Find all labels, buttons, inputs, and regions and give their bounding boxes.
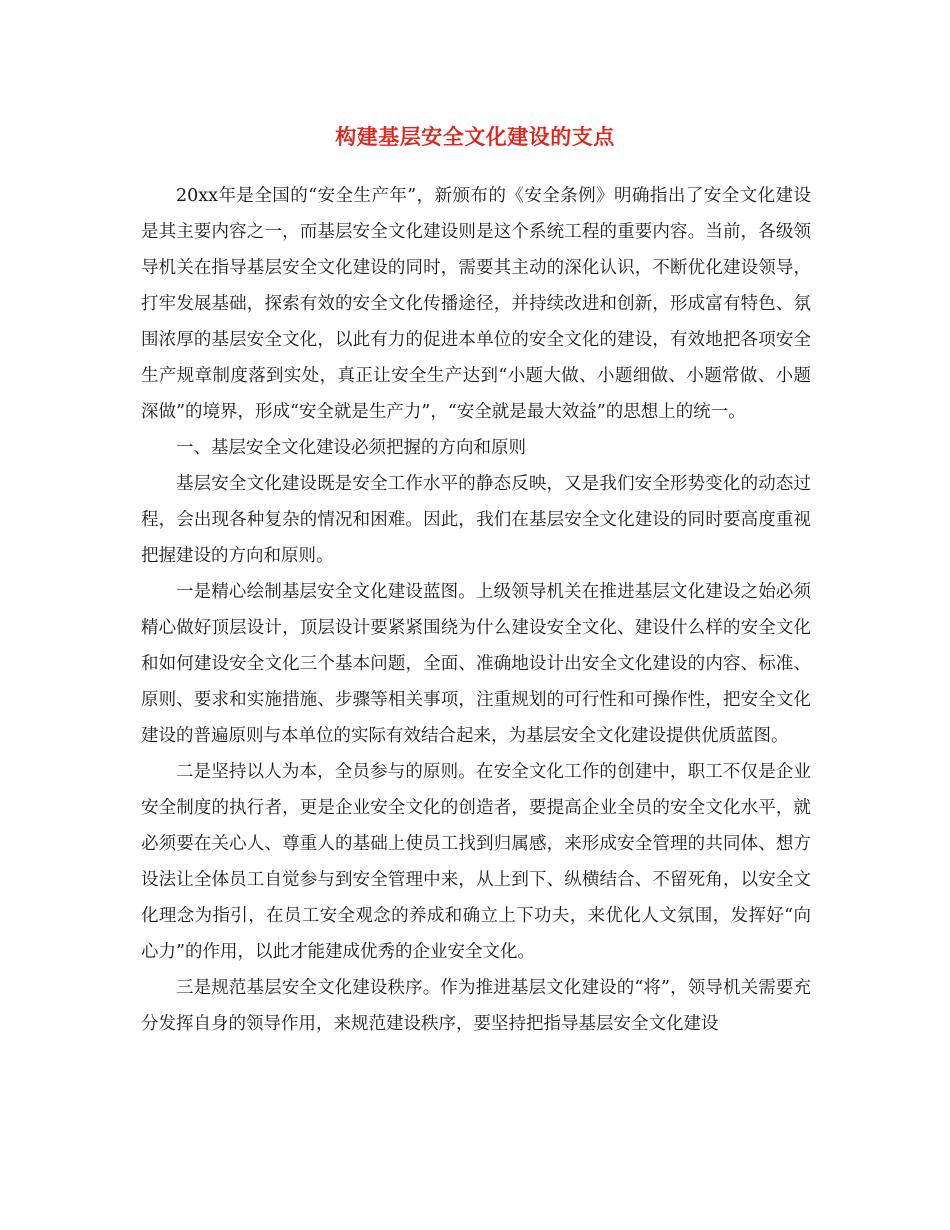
paragraph-point-3: 三是规范基层安全文化建设秩序。作为推进基层文化建设的“将”，领导机关需要充分发挥自身的领导作用，来规范建设秩序，要坚持把指导基层安全文化建设 — [141, 978, 811, 1034]
paragraph-intro: 20xx年是全国的“安全生产年”，新颁布的《安全条例》明确指出了安全文化建设是其主要内容之一，而基层安全文化建设则是这个系统工程的重要内容。当前，各级领导机关在指导基层安全文化建设的同时，需要其主动的深化认识，不断优化建设领导，打牢发展基础，探索有效的安全文化传播途径，并持续改进和创新，形成富有特色、氛围浓厚的基层安全文化，以此有力的促进本单位的安全文化的建设，有效地把各项安全生产规章制度落到实处，真正让安全生产达到“小题大做、小题细做、小题常做、小题深做”的境界，形成“安全就是生产力”，“安全就是最大效益”的思想上的统一。 — [141, 186, 811, 422]
document-body — [141, 178, 811, 1042]
paragraph-point-2: 二是坚持以人为本，全员参与的原则。在安全文化工作的创建中，职工不仅是企业安全制度的执行者，更是企业安全文化的创造者，要提高企业全员的安全文化水平，就必须要在关心人、尊重人的基础上使员工找到归属感，来形成安全管理的共同体、想方设法让全体员工自觉参与到安全管理中来，从上到下、纵横结合、不留死角，以安全文化理念为指引，在员工安全观念的养成和确立上下功夫，来优化人文氛围，发挥好“向心力”的作用，以此才能建成优秀的企业安全文化。 — [141, 762, 811, 962]
paragraph-section-1-intro: 基层安全文化建设既是安全工作水平的静态反映，又是我们安全形势变化的动态过程，会出现各种复杂的情况和困难。因此，我们在基层安全文化建设的同时要高度重视把握建设的方向和原则。 — [141, 474, 811, 566]
paragraph-point-1: 一是精心绘制基层安全文化建设蓝图。上级领导机关在推进基层文化建设之始必须精心做好顶层设计，顶层设计要紧紧围绕为什么建设安全文化、建设什么样的安全文化和如何建设安全文化三个基本问题，全面、准确地设计出安全文化建设的内容、标准、原则、要求和实施措施、步骤等相关事项，注重规划的可行性和可操作性，把安全文化建设的普遍原则与本单位的实际有效结合起来，为基层安全文化建设提供优质蓝图。 — [141, 582, 811, 746]
document-title: 构建基层安全文化建设的支点 — [335, 124, 615, 149]
section-heading-1: 一、基层安全文化建设必须把握的方向和原则 — [176, 438, 526, 458]
